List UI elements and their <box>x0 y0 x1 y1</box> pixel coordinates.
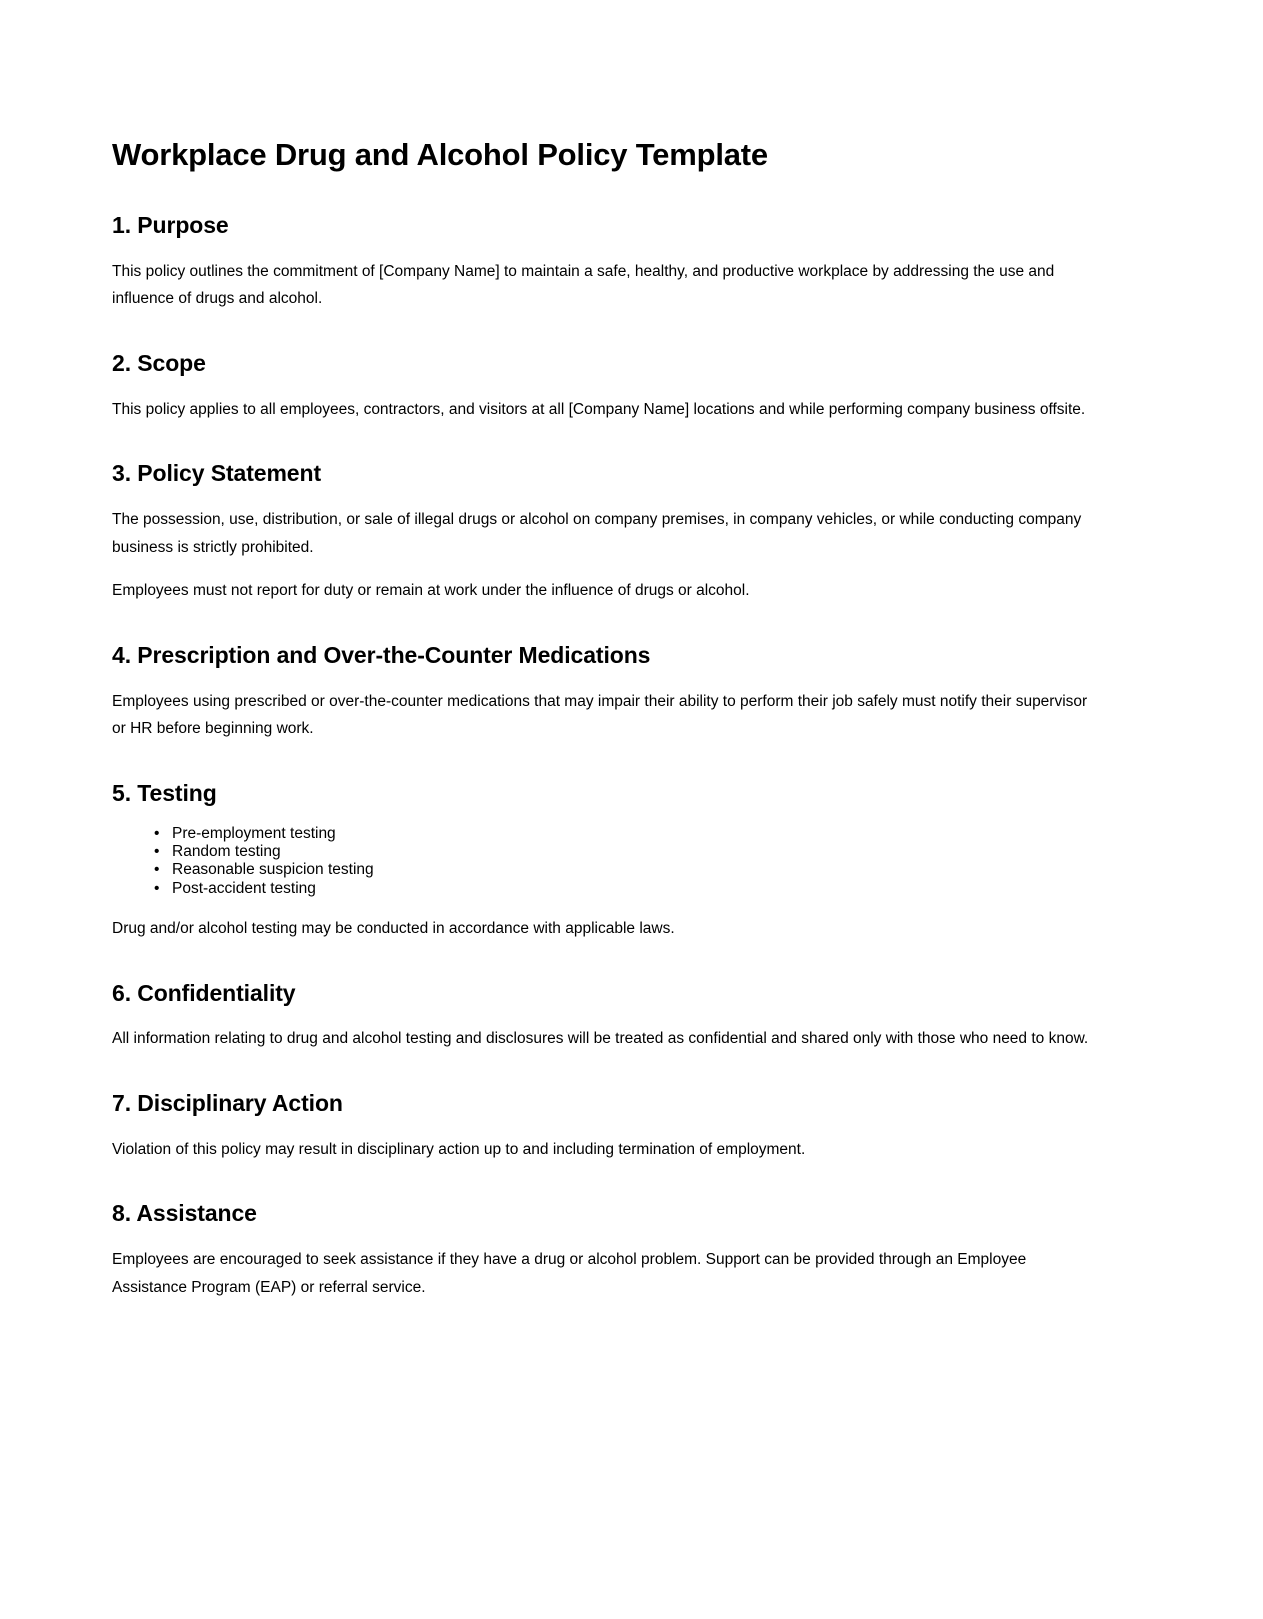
section-paragraph: Drug and/or alcohol testing may be conducted in accordance with applicable laws. <box>112 919 675 937</box>
list-item: • Post-accident testing <box>172 880 1092 898</box>
section-paragraph: This policy applies to all employees, contractors, and visitors at all [Company Name] locations and while performing company business offsite. <box>112 400 1086 418</box>
section-heading-medications: 4. Prescription and Over-the-Counter Medications <box>112 641 651 668</box>
section-heading-policy-statement: 3. Policy Statement <box>112 460 322 487</box>
section-heading-scope: 2. Scope <box>112 349 206 376</box>
list-item: • Random testing <box>172 843 1092 861</box>
section-scope <box>112 349 1092 423</box>
section-paragraph: Employees are encouraged to seek assistance if they have a drug or alcohol problem. Support can be provided through an Employee Assistance Program (EAP) or referral service. <box>112 1251 1027 1296</box>
section-paragraph: The possession, use, distribution, or sale of illegal drugs or alcohol on company premises, in company vehicles, or while conducting company business is strictly prohibited. <box>112 511 1082 556</box>
section-paragraph: Employees must not report for duty or remain at work under the influence of drugs or alcohol. <box>112 582 750 600</box>
section-heading-assistance: 8. Assistance <box>112 1200 257 1227</box>
section-disciplinary-action <box>112 1089 1092 1163</box>
page-title: Workplace Drug and Alcohol Policy Template <box>112 137 768 172</box>
section-assistance <box>112 1199 1092 1301</box>
section-policy-statement <box>112 459 1092 605</box>
policy-document <box>112 136 1092 1302</box>
section-paragraph: Violation of this policy may result in disciplinary action up to and including termination of employment. <box>112 1140 806 1158</box>
section-paragraph: All information relating to drug and alcohol testing and disclosures will be treated as confidential and shared only with those who need to know. <box>112 1030 1089 1048</box>
section-medications <box>112 641 1092 743</box>
list-item: • Pre-employment testing <box>172 825 1092 843</box>
section-heading-confidentiality: 6. Confidentiality <box>112 979 296 1006</box>
section-heading-testing: 5. Testing <box>112 779 217 806</box>
section-heading-disciplinary-action: 7. Disciplinary Action <box>112 1090 343 1116</box>
section-heading-purpose: 1. Purpose <box>112 211 229 238</box>
section-testing <box>112 779 1092 943</box>
list-item: • Reasonable suspicion testing <box>172 861 1092 879</box>
section-purpose <box>112 211 1092 313</box>
testing-type-list <box>112 825 1092 898</box>
section-confidentiality <box>112 979 1092 1053</box>
section-paragraph: This policy outlines the commitment of [Company Name] to maintain a safe, healthy, and productive workplace by addressing the use and influence of drugs and alcohol. <box>112 262 1055 308</box>
section-paragraph: Employees using prescribed or over-the-counter medications that may impair their ability to perform their job safely must notify their supervisor or HR before beginning work. <box>112 692 1088 738</box>
